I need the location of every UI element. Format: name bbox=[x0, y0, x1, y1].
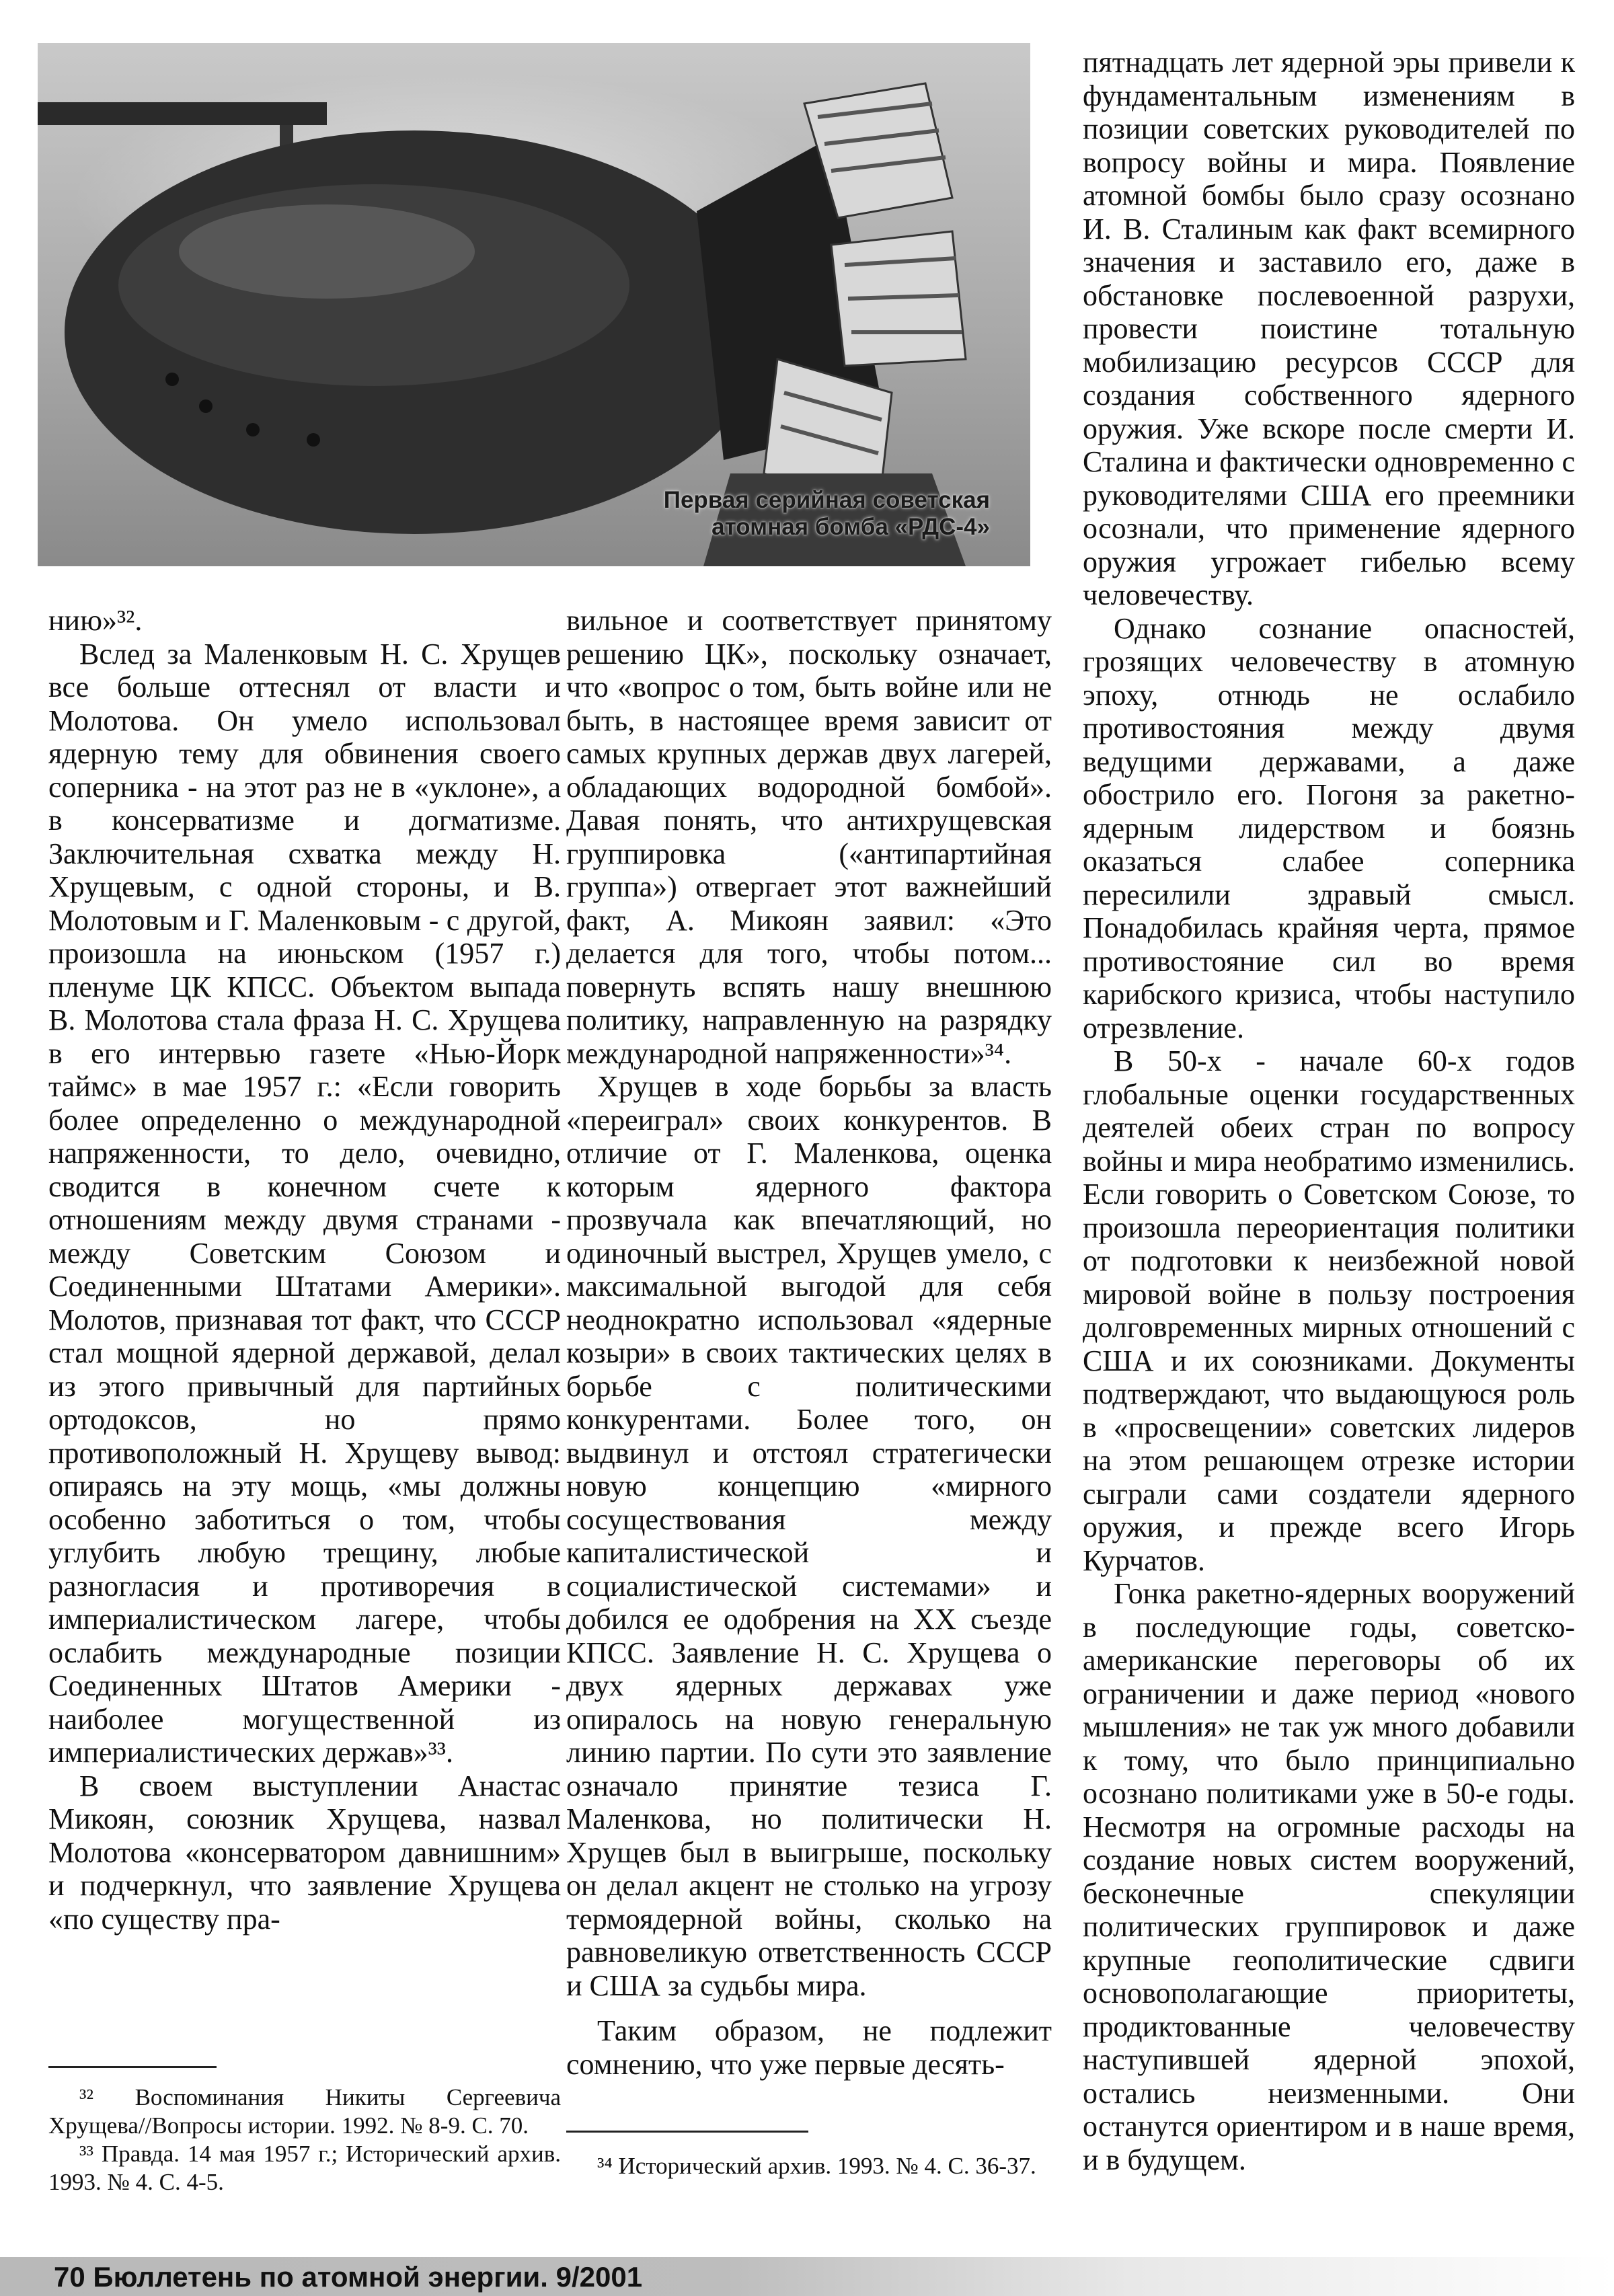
column-3 bbox=[1083, 46, 1575, 2176]
column-2 bbox=[566, 604, 1052, 2081]
footnote-33: ³³ Правда. 14 мая 1957 г.; Исторический архив. 1993. № 4. С. 4-5. bbox=[48, 2141, 561, 2195]
photo-caption bbox=[664, 487, 990, 541]
column-1 bbox=[48, 604, 561, 1936]
paragraph: В 50-х - начале 60-х годов глобальные оценки государственных деятелей обеих стран по вопросу войны и мира необратимо изменились. Если говорить о Советском Союзе, то произошла переориентация политики от подготовки к неизбежной новой мировой войне в пользу построения долговременных мирных отношений с США и их союзниками. Документы подтверждают, что выдающуюся роль в «просвещении» советских лидеров на этом решающем отрезке истории сыграли сами создатели ядерного оружия, и прежде всего Игорь Курчатов. bbox=[1083, 1044, 1575, 1577]
footnote-34: ³⁴ Исторический архив. 1993. № 4. С. 36-37. bbox=[597, 2153, 1036, 2179]
bomb-photo bbox=[38, 43, 1030, 566]
paragraph: пятнадцать лет ядерной эры привели к фундаментальным изменениям в позиции советских руководителей по вопросу войны и мира. Появление атомной бомбы было сразу осознано И. В. Сталиным как факт всемирного значения и заставило его, даже в обстановке послевоенной разрухи, провести поистине тотальную мобилизацию ресурсов СССР для создания собственного ядерного оружия. Уже вскоре после смерти И. Сталина и фактически одновременно с руководителями США его преемники осознали, что применение ядерного оружия угрожает гибелью всему человечеству. bbox=[1083, 46, 1575, 611]
footer-page-number-and-journal: 70 Бюллетень по атомной энергии. 9/2001 bbox=[54, 2261, 643, 2293]
paragraph: В своем выступлении Анастас Микоян, союзник Хрущева, назвал Молотова «консерватором давнишним» и подчеркнул, что заявление Хрущева «по существу пра- bbox=[48, 1769, 561, 1936]
paragraph: Однако сознание опасностей, грозящих человечеству в атомную эпоху, отнюдь не ослабило противостояния между двумя ведущими державами, а даже обострило его. Погоня за ракетно-ядерным лидерством и боязнь оказаться слабее соперника пересилили здравый смысл. Понадобилась крайняя черта, прямое противостояние сил во время карибского кризиса, чтобы наступило отрезвление. bbox=[1083, 611, 1575, 1044]
page-footer bbox=[0, 2257, 1614, 2296]
footnotes-column-2 bbox=[566, 2152, 1052, 2180]
paragraph: Гонка ракетно-ядерных вооружений в последующие годы, советско-американские переговоры об их ограничении и даже период «нового мышления» не так уж много добавили к тому, что было принципиально осознано политиками уже в 50-е годы. Несмотря на огромные расходы на создание новых систем вооружений, бесконечные спекуляции политических группировок и даже крупные геополитические сдвиги основополагающие приоритеты, продиктованные человечеству наступившей ядерной эпохой, остались неизменными. Они останутся ориентиром и в наше время, и в будущем. bbox=[1083, 1577, 1575, 2176]
footnote-rule bbox=[48, 2066, 217, 2068]
footnote-rule bbox=[566, 2131, 808, 2133]
paragraph: Таким образом, не подлежит сомнению, что уже первые десять- bbox=[566, 2014, 1052, 2081]
paragraph: вильное и соответствует принятому решению ЦК», поскольку означает, что «вопрос о том, быть войне или не быть, в настоящее время зависит от самых крупных держав двух лагерей, обладающих водородной бомбой». Давая понять, что антихрущевская группировка («антипартийная группа») отвергает этот важнейший факт, А. Микоян заявил: «Это делается для того, чтобы потом... повернуть вспять нашу внешнюю политику, направленную на разрядку международной напряженности»³⁴. bbox=[566, 604, 1052, 1070]
footnotes-column-1 bbox=[48, 2083, 561, 2196]
paragraph: нию»³². bbox=[48, 604, 143, 637]
suspension-beam bbox=[38, 102, 327, 125]
caption-line-1: Первая серийная советская bbox=[663, 487, 990, 513]
caption-line-2: атомная бомба «РДС-4» bbox=[712, 514, 990, 540]
paragraph: Вслед за Маленковым Н. С. Хрущев все больше оттеснял от власти и Молотова. Он умело использовал ядерную тему для обвинения своего соперника - на этот раз не в «уклоне», а в консерватизме и догматизме. Заключительная схватка между Н. Хрущевым, с одной стороны, и В. Молотовым и Г. Маленковым - с другой, произошла на июньском (1957 г.) пленуме ЦК КПСС. Объектом выпада В. Молотова стала фраза Н. С. Хрущева в его интервью газете «Нью-Йорк таймс» в мае 1957 г.: «Если говорить более определенно о международной напряженности, то дело, очевидно, сводится в конечном счете к отношениям между двумя странами - между Советским Союзом и Соединенными Штатами Америки». Молотов, признавая тот факт, что СССР стал мощной ядерной державой, делал из этого привычный для партийных ортодоксов, но прямо противоположный Н. Хрущеву вывод: опираясь на эту мощь, «мы должны особенно заботиться о том, чтобы углубить любую трещину, любые разногласия и противоречия в империалистическом лагере, чтобы ослабить международные позиции Соединенных Штатов Америки - наиболее могущественной из империалистических держав»³³. bbox=[48, 637, 561, 1769]
paragraph: Хрущев в ходе борьбы за власть «переиграл» своих конкурентов. В отличие от Г. Маленкова, оценка которым ядерного фактора прозвучала как впечатляющий, но одиночный выстрел, Хрущев умело, с максимальной выгодой для себя неоднократно использовал «ядерные козыри» в своих тактических целях в борьбе с политическими конкурентами. Более того, он выдвинул и отстоял стратегически новую концепцию «мирного сосуществования между капиталистической и социалистической системами» и добился ее одобрения на XX съезде КПСС. Заявление Н. С. Хрущева о двух ядерных державах уже опиралось на новую генеральную линию партии. По сути это заявление означало принятие тезиса Г. Маленкова, но политически Н. Хрущев был в выигрыше, поскольку он делал акцент не столько на угрозу термоядерной войны, сколько на равновеликую ответственность СССР и США за судьбы мира. bbox=[566, 1070, 1052, 2002]
footnote-32: ³² Воспоминания Никиты Сергеевича Хрущева//Вопросы истории. 1992. № 8-9. С. 70. bbox=[48, 2084, 561, 2139]
